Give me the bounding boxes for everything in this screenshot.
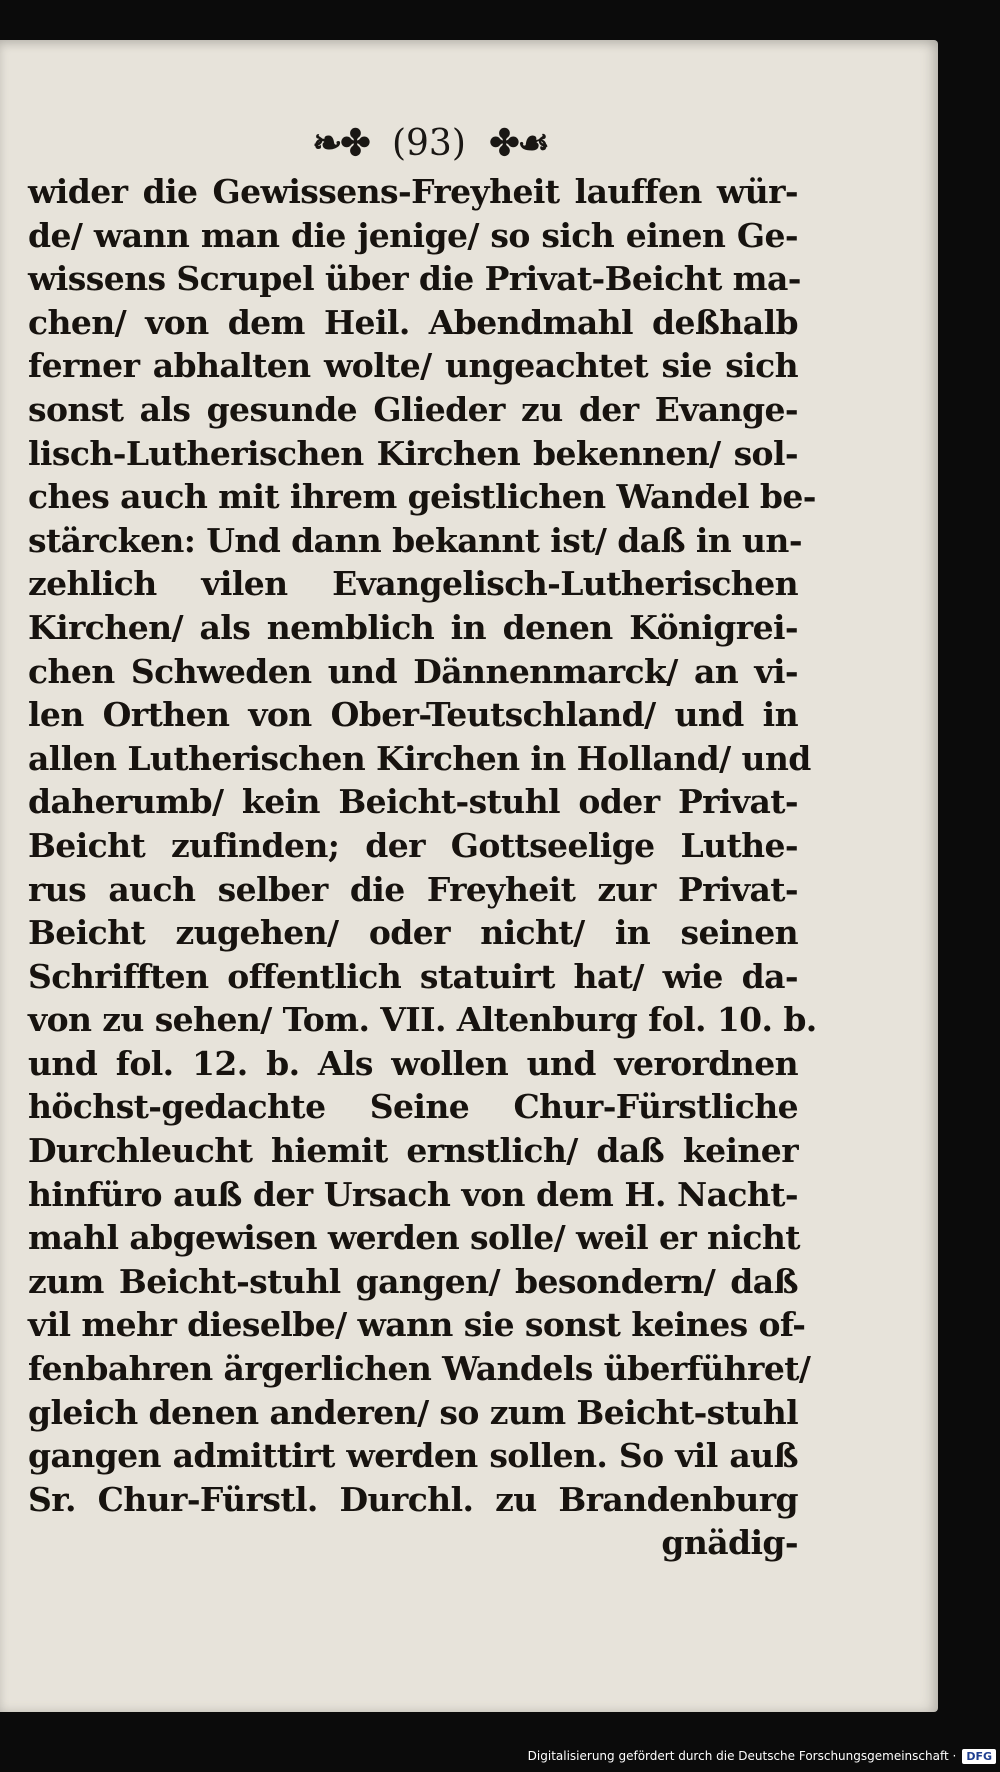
text-line: lisch-Lutherischen Kirchen bekennen/ sol- [28, 433, 798, 473]
text-line: Beicht zugehen/ oder nicht/ in seinen [28, 913, 798, 953]
text-line: vil mehr dieselbe/ wann sie sonst keines of- [28, 1305, 806, 1345]
text-line: chen Schweden und Dännenmarck/ an vi- [28, 651, 798, 691]
text-line: gangen admittirt werden sollen. So vil auß [28, 1436, 798, 1476]
book-page [0, 40, 938, 1712]
text-line: hinfüro auß der Ursach von dem H. Nacht- [28, 1174, 798, 1214]
text-line: wider die Gewissens-Freyheit lauffen wür- [28, 172, 798, 211]
text-line: zehlich vilen Evangelisch-Lutherischen [28, 564, 798, 604]
text-line: ferner abhalten wolte/ ungeachtet sie sich [28, 346, 798, 386]
text-line: zum Beicht-stuhl gangen/ besondern/ daß [28, 1261, 798, 1301]
text-line: de/ wann man die jenige/ so sich einen Ge- [28, 215, 798, 255]
text-line: daherumb/ kein Beicht-stuhl oder Privat- [28, 782, 798, 822]
text-line: wissens Scrupel über die Privat-Beicht ma- [28, 259, 801, 299]
text-line: von zu sehen/ Tom. VII. Altenburg fol. 10. b. [28, 1000, 817, 1040]
dfg-logo-icon: DFG [962, 1749, 996, 1764]
text-line: chen/ von dem Heil. Abendmahl deßhalb [28, 302, 798, 342]
ornament-left-icon: ❧✤ [312, 122, 369, 164]
text-line: gleich denen anderen/ so zum Beicht-stuhl [28, 1392, 799, 1432]
text-line: Beicht zufinden; der Gottseelige Luthe- [28, 825, 798, 865]
text-line: höchst-gedachte Seine Chur-Fürstliche [28, 1087, 798, 1127]
page-body-text [28, 170, 817, 1565]
catchword: gnädig- [661, 1523, 798, 1563]
text-line: ches auch mit ihrem geistlichen Wandel be- [28, 477, 816, 517]
ornament-right-icon: ✤☙ [489, 122, 548, 164]
text-line: Schrifften offentlich statuirt hat/ wie da- [28, 956, 798, 996]
text-line: stärcken: Und dann bekannt ist/ daß in un- [28, 520, 802, 560]
text-line: Kirchen/ als nemblich in denen Königrei- [28, 607, 798, 647]
page-header [0, 122, 860, 164]
text-line: mahl abgewisen werden solle/ weil er nicht [28, 1218, 800, 1258]
text-line: Sr. Chur-Fürstl. Durchl. zu Brandenburg [28, 1479, 798, 1519]
page-number: (93) [391, 123, 466, 164]
text-line: Durchleucht hiemit ernstlich/ daß keiner [28, 1131, 798, 1171]
credit-text: Digitalisierung gefördert durch die Deutsche Forschungsgemeinschaft · [527, 1749, 957, 1763]
digitization-credit [528, 1746, 996, 1766]
text-line: fenbahren ärgerlichen Wandels überführet/ [28, 1349, 811, 1389]
text-line: und fol. 12. b. Als wollen und verordnen [28, 1043, 798, 1083]
text-line: len Orthen von Ober-Teutschland/ und in [28, 695, 798, 735]
text-line: rus auch selber die Freyheit zur Privat- [28, 869, 798, 909]
text-line: allen Lutherischen Kirchen in Holland/ und [28, 738, 811, 778]
text-line: sonst als gesunde Glieder zu der Evange- [28, 389, 798, 429]
